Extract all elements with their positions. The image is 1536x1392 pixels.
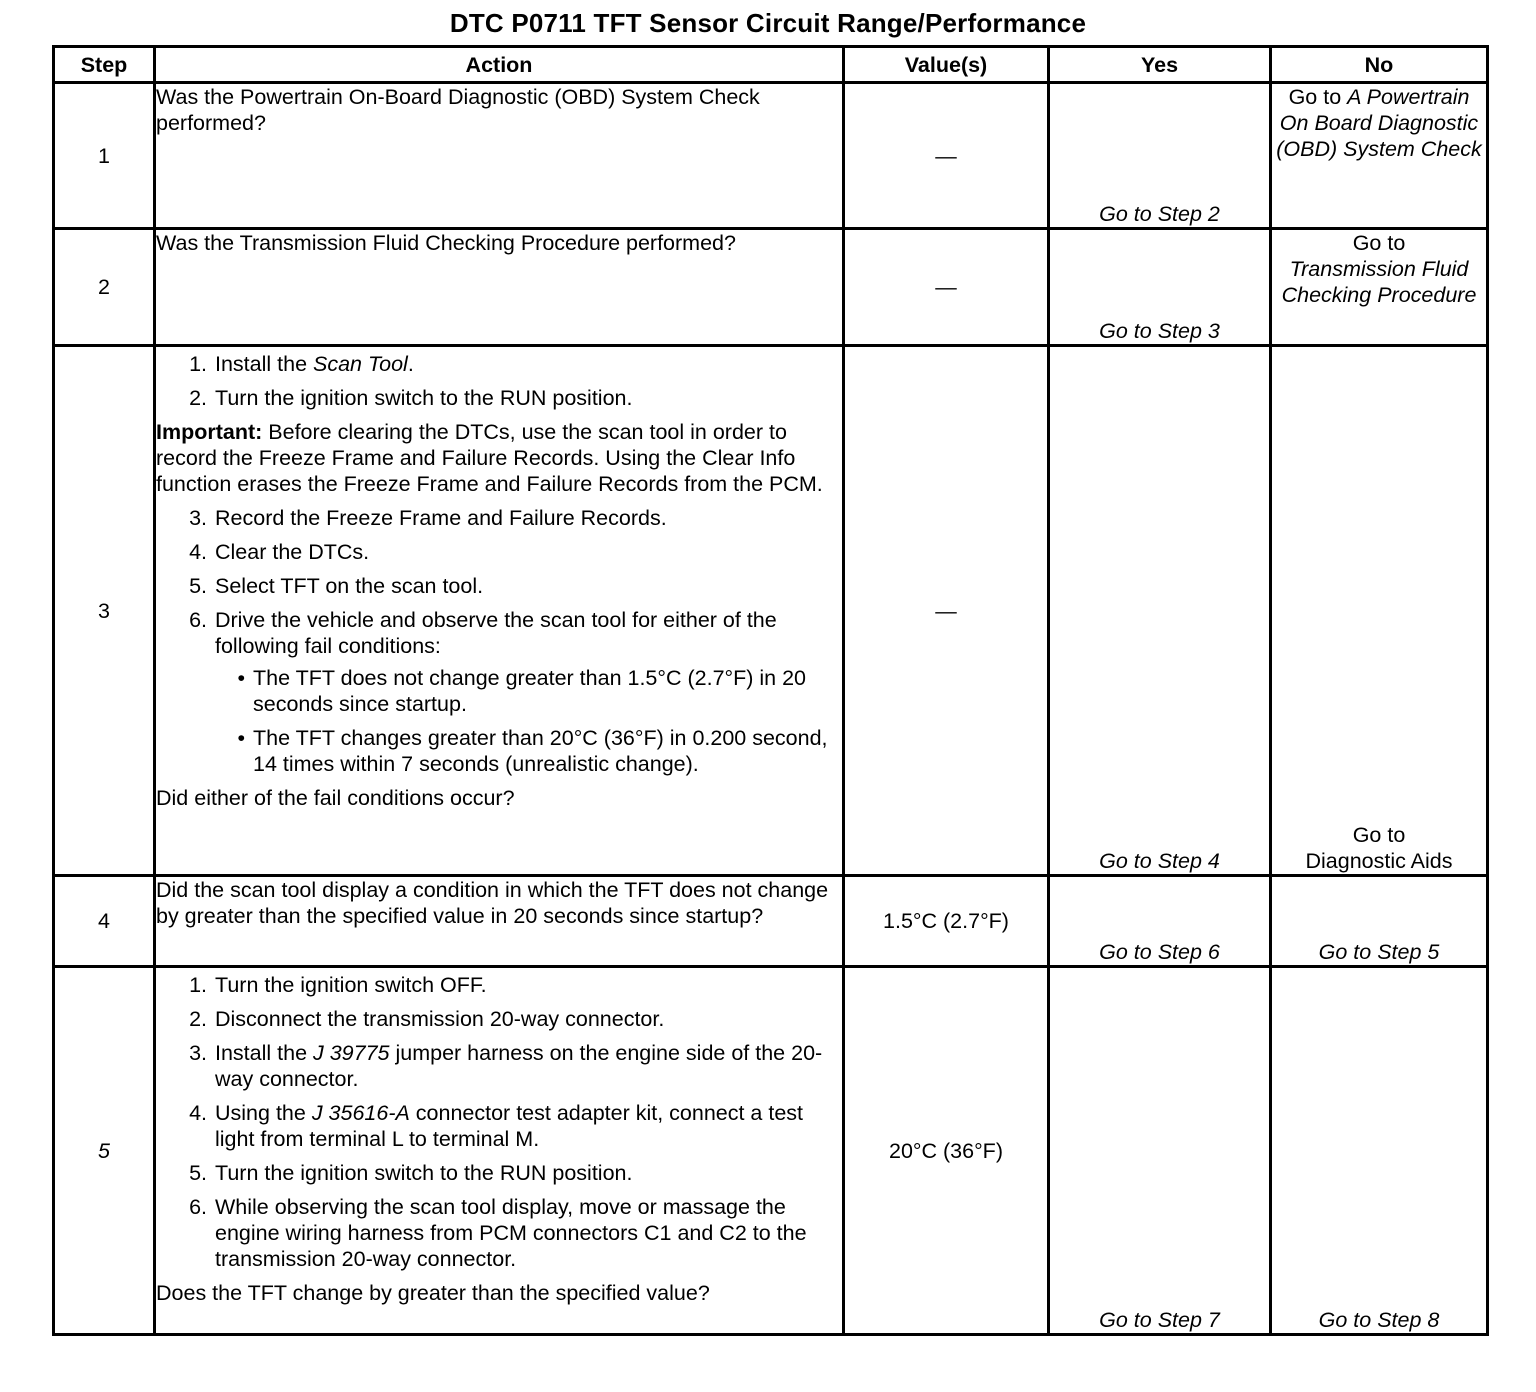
yes-cell xyxy=(1049,967,1271,1335)
item-text: Using the xyxy=(215,1101,312,1125)
item-text: connector test adapter kit, connect a test light from terminal L to terminal M. xyxy=(215,1101,804,1151)
item-text: Install the xyxy=(215,1041,313,1065)
no-link: Diagnostic Aids xyxy=(1305,849,1453,873)
action-text: Was the Transmission Fluid Checking Procedure performed? xyxy=(155,229,844,346)
list-item xyxy=(213,1040,842,1092)
yes-link: Go to Step 7 xyxy=(1099,1308,1220,1332)
yes-cell xyxy=(1049,229,1271,346)
action-text: Did the scan tool display a condition in which the TFT does not change by greater than the specified value in 20 seconds since startup? xyxy=(155,876,844,967)
yes-link: Go to Step 6 xyxy=(1099,940,1220,964)
list-item: 3. Record the Freeze Frame and Failure Records. xyxy=(213,505,842,531)
value-cell: 20°C (36°F) xyxy=(844,967,1049,1335)
procedure-list xyxy=(156,972,842,1272)
fail-conditions-list xyxy=(215,665,842,777)
list-item xyxy=(213,1100,842,1152)
list-item: 2. Turn the ignition switch to the RUN position. xyxy=(213,385,842,411)
yes-cell xyxy=(1049,346,1271,876)
question-text: Did either of the fail conditions occur? xyxy=(156,786,515,810)
list-item: 1. Turn the ignition switch OFF. xyxy=(213,972,842,998)
list-item: 2. Disconnect the transmission 20-way connector. xyxy=(213,1006,842,1032)
tool-name: J 39775 xyxy=(313,1041,390,1065)
action-cell xyxy=(155,967,844,1335)
value-cell: — xyxy=(844,83,1049,229)
list-item xyxy=(213,351,842,377)
action-text: Was the Powertrain On-Board Diagnostic (OBD) System Check performed? xyxy=(155,83,844,229)
bullet-item: • The TFT does not change greater than 1.5°C (2.7°F) in 20 seconds since startup. xyxy=(251,665,842,717)
list-item xyxy=(213,607,842,777)
dtc-table xyxy=(52,45,1489,1336)
step-number: 2 xyxy=(54,229,155,346)
step-number: 1 xyxy=(54,83,155,229)
yes-cell xyxy=(1049,83,1271,229)
value-cell: 1.5°C (2.7°F) xyxy=(844,876,1049,967)
list-item: 5. Turn the ignition switch to the RUN position. xyxy=(213,1160,842,1186)
no-prefix: Go to xyxy=(1352,231,1406,255)
no-prefix: Go to xyxy=(1288,85,1348,109)
list-item: 6. While observing the scan tool display, move or massage the engine wiring harness from PCM connectors C1 and C2 to the transmission 20-way connector. xyxy=(213,1194,842,1272)
question-text: Does the TFT change by greater than the specified value? xyxy=(156,1281,710,1305)
header-step: Step xyxy=(54,47,155,83)
table-row-step-4 xyxy=(54,876,1488,967)
list-item: 5. Select TFT on the scan tool. xyxy=(213,573,842,599)
yes-link: Go to Step 2 xyxy=(1099,202,1220,226)
no-link: Go to Step 5 xyxy=(1318,940,1440,964)
step-number: 4 xyxy=(54,876,155,967)
no-prefix: Go to xyxy=(1352,823,1406,847)
header-action: Action xyxy=(155,47,844,83)
no-cell xyxy=(1271,83,1488,229)
yes-link: Go to Step 4 xyxy=(1099,849,1220,873)
table-row-step-2 xyxy=(54,229,1488,346)
yes-cell xyxy=(1049,876,1271,967)
important-label: Important: xyxy=(156,420,263,444)
value-cell: — xyxy=(844,229,1049,346)
value-cell: — xyxy=(844,346,1049,876)
table-row-step-3 xyxy=(54,346,1488,876)
header-yes: Yes xyxy=(1049,47,1271,83)
item-text: Install the xyxy=(215,352,313,376)
header-row xyxy=(54,47,1488,83)
procedure-list xyxy=(156,351,842,411)
yes-link: Go to Step 3 xyxy=(1099,319,1220,343)
bullet-item: • The TFT changes greater than 20°C (36°F) in 0.200 second, 14 times within 7 seconds (unrealistic change). xyxy=(251,725,842,777)
important-note xyxy=(156,419,842,497)
step-number: 3 xyxy=(54,346,155,876)
procedure-list xyxy=(156,505,842,777)
tool-name: J 35616-A xyxy=(311,1101,410,1125)
item-text: Drive the vehicle and observe the scan tool for either of the following fail conditions: xyxy=(215,608,777,658)
no-link: Transmission Fluid Checking Procedure xyxy=(1281,257,1477,307)
list-item: 4. Clear the DTCs. xyxy=(213,539,842,565)
header-no: No xyxy=(1271,47,1488,83)
no-link: Go to Step 8 xyxy=(1318,1308,1440,1332)
tool-name: Scan Tool xyxy=(313,352,408,376)
no-cell xyxy=(1271,967,1488,1335)
no-cell xyxy=(1271,876,1488,967)
page-title: DTC P0711 TFT Sensor Circuit Range/Performance xyxy=(449,8,1087,38)
no-cell xyxy=(1271,229,1488,346)
action-cell xyxy=(155,346,844,876)
table-row-step-5 xyxy=(54,967,1488,1335)
item-text: . xyxy=(407,352,414,376)
no-cell xyxy=(1271,346,1488,876)
table-row-step-1 xyxy=(54,83,1488,229)
item-text: jumper harness on the engine side of the 20-way connector. xyxy=(215,1041,823,1091)
no-link: A Powertrain On Board Diagnostic (OBD) System Check xyxy=(1276,85,1482,161)
header-value: Value(s) xyxy=(844,47,1049,83)
step-number: 5 xyxy=(54,967,155,1335)
important-text: Before clearing the DTCs, use the scan tool in order to record the Freeze Frame and Failure Records. Using the Clear Info function erases the Freeze Frame and Failure Records from the PCM. xyxy=(156,420,823,496)
